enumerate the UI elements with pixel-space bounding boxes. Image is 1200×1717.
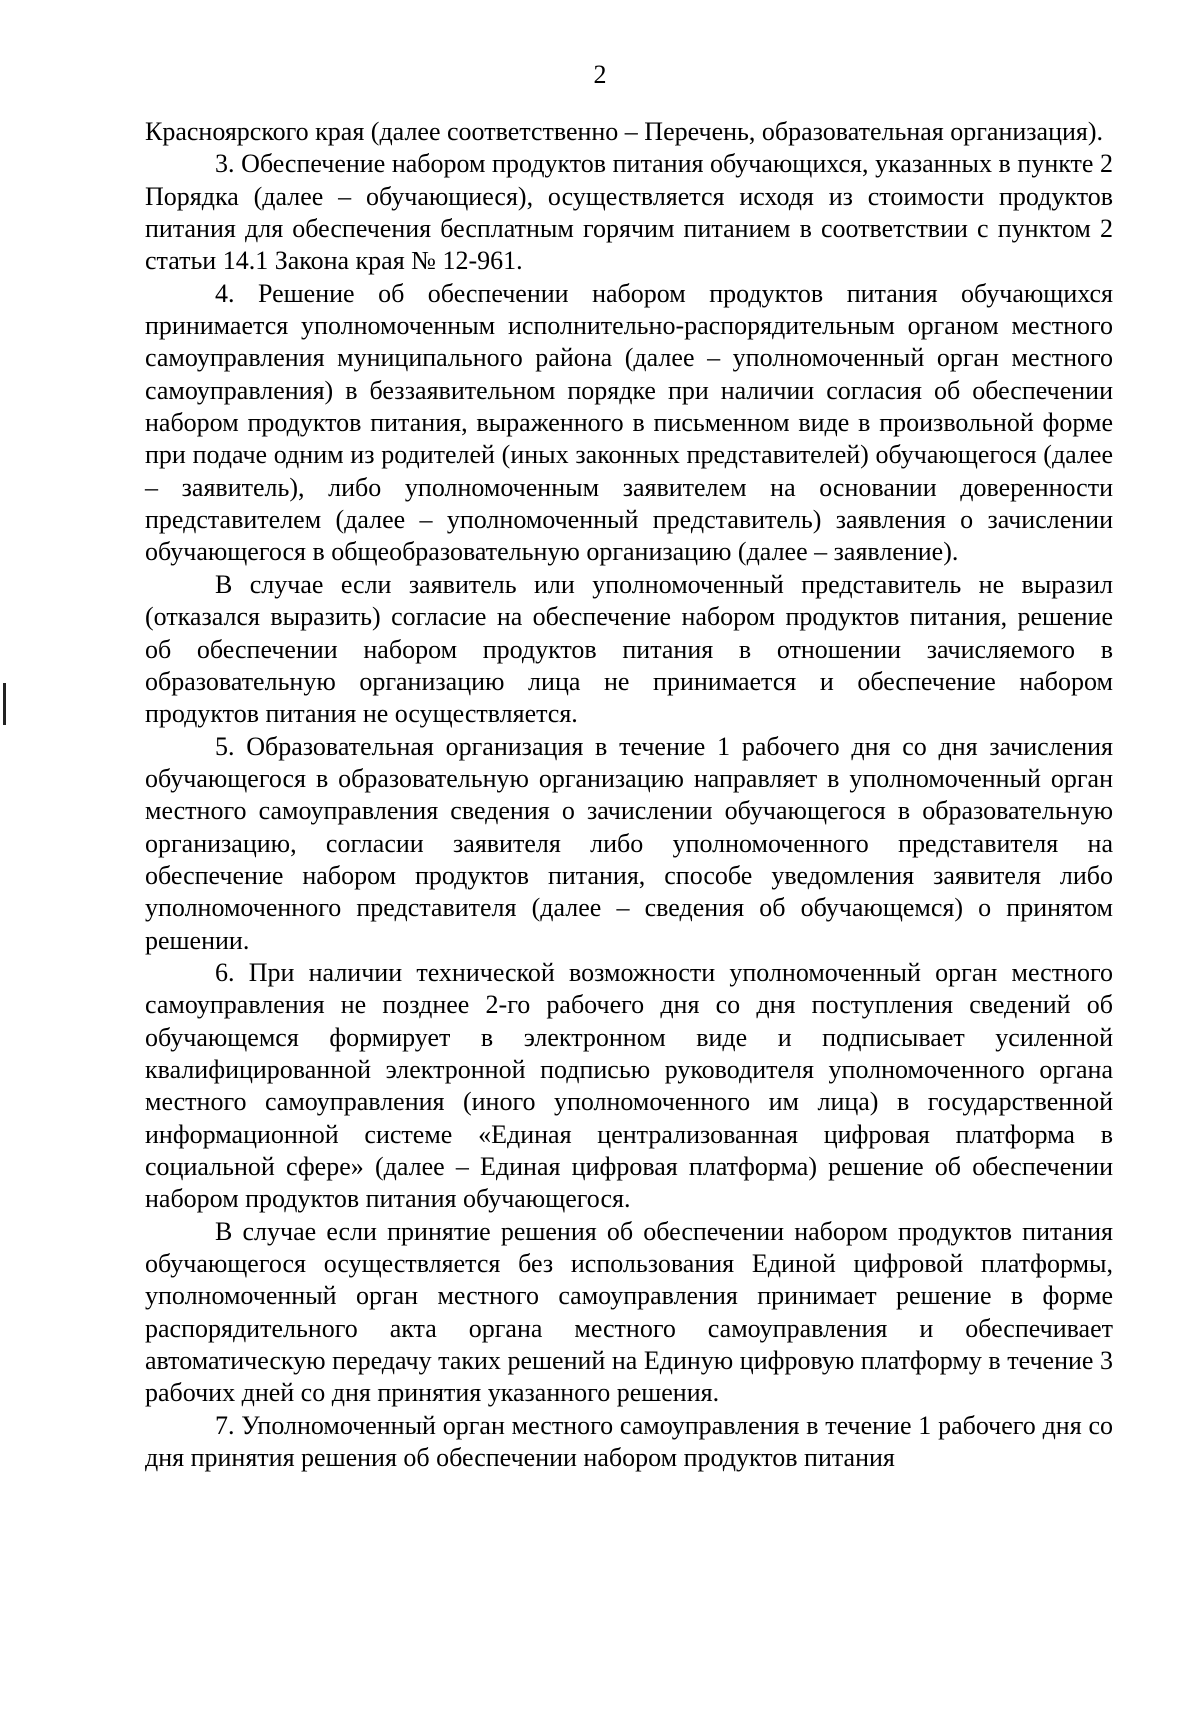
paragraph-item-5: 5. Образовательная организация в течение 1 рабочего дня со дня зачисления обучающегося в образовательную организацию направляет в уполномоченный орган местного самоуправления сведения о зачислении обучающегося в образовательную организацию, согласии заявителя либо уполномоченного представителя на обеспечение набором продуктов питания, способе уведомления заявителя либо уполномоченного представителя (далее – сведения об обучающемся) о принятом решении.: [145, 731, 1113, 955]
document-body: [145, 116, 1113, 1474]
paragraph-item-7: 7. Уполномоченный орган местного самоуправления в течение 1 рабочего дня со дня принятия решения об обеспечении набором продуктов питания: [145, 1410, 1113, 1473]
paragraph-item-4-refusal: В случае если заявитель или уполномоченный представитель не выразил (отказался выразить) согласие на обеспечение набором продуктов питания, решение об обеспечении набором продуктов питания в отношении зачисляемого в образовательную организацию лица не принимается и обеспечение набором продуктов питания не осуществляется.: [145, 569, 1113, 729]
scan-margin-mark: [3, 683, 6, 725]
paragraph-item-3: 3. Обеспечение набором продуктов питания обучающихся, указанных в пункте 2 Порядка (далее – обучающиеся), осуществляется исходя из стоимости продуктов питания для обеспечения бесплатным горячим питанием в соответствии с пунктом 2 статьи 14.1 Закона края № 12-961.: [145, 149, 1113, 276]
paragraph-item-6: 6. При наличии технической возможности уполномоченный орган местного самоуправления не позднее 2-го рабочего дня со дня поступления сведений об обучающемся формирует в электронном виде и подписывает усиленной квалифицированной электронной подписью руководителя уполномоченного органа местного самоуправления (иного уполномоченного им лица) в государственной информационной системе «Единая централизованная цифровая платформа в социальной сфере» (далее – Единая цифровая платформа) решение об обеспечении набором продуктов питания обучающегося.: [145, 957, 1113, 1214]
paragraph-item-6-without-platform: В случае если принятие решения об обеспечении набором продуктов питания обучающегося осуществляется без использования Единой цифровой платформы, уполномоченный орган местного самоуправления принимает решение в форме распорядительного акта органа местного самоуправления и обеспечивает автоматическую передачу таких решений на Единую цифровую платформу в течение 3 рабочих дней со дня принятия указанного решения.: [145, 1216, 1113, 1408]
paragraph-item-4: 4. Решение об обеспечении набором продуктов питания обучающихся принимается уполномоченным исполнительно-распорядительным органом местного самоуправления муниципального района (далее – уполномоченный орган местного самоуправления) в беззаявительном порядке при наличии согласия об обеспечении набором продуктов питания, выраженного в письменном виде в произвольной форме при подаче одним из родителей (иных законных представителей) обучающегося (далее – заявитель), либо уполномоченным заявителем на основании доверенности представителем (далее – уполномоченный представитель) заявления о зачислении обучающегося в общеобразовательную организацию (далее – заявление).: [145, 278, 1113, 567]
page-number: 2: [593, 60, 607, 89]
paragraph-continuation: Красноярского края (далее соответственно – Перечень, образовательная организация).: [145, 117, 1104, 146]
